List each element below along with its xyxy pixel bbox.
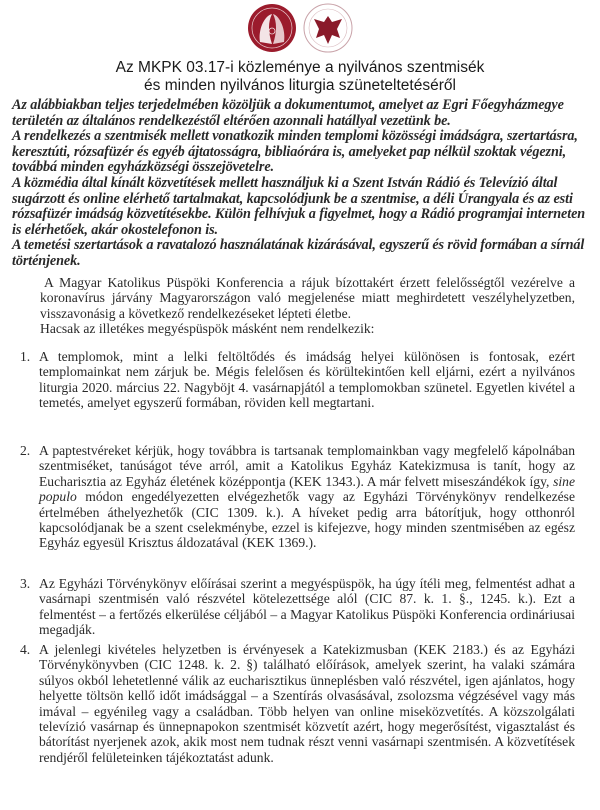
list-item	[20, 349, 575, 411]
title-line-2: és minden nyilvános liturgia szüneteltetéséről	[144, 77, 456, 94]
intro-paragraph: A rendelkezés a szentmisék mellett vonatkozik minden templomi közösségi imádságra, szertartásra, keresztúti, rózsafüzér és egyéb ájtatosságra, bibliaórára is, amelyeket pap nélkül szoktak végezni, továbbá minden egyházközségi összejövetelre.	[12, 128, 578, 176]
list-item-text: A templomok, mint a lelki feltöltődés és imádság helyei különösen is fontosak, ezért templomainkat nem zárjuk be. Mégis felelősen és körültekintően kell eljárni, ezért a nyilvános liturgia 2020. március 22. Nagyböjt 4. vasárnapjától a templomokban szünetel. Egyetlen kivétel a temetés, amelyet egyszerű formában, röviden kell megtartani.	[39, 349, 575, 411]
intro-section	[12, 98, 597, 270]
title-line-1: Az MKPK 03.17-i közleménye a nyilvános szentmisék	[115, 59, 485, 76]
list-item	[20, 576, 575, 638]
body-paragraph: Hacsak az illetékes megyéspüspök másként nem rendelkezik:	[40, 321, 375, 337]
header-logos	[0, 2, 600, 54]
latin-phrase: sine populo	[39, 473, 575, 505]
list-number: 2.	[20, 443, 31, 458]
provision-list-item-1	[20, 349, 575, 411]
list-item	[20, 642, 575, 765]
provision-list-item-2	[20, 443, 575, 551]
body-paragraph: A Magyar Katolikus Püspöki Konferencia a rájuk bízottakért érzett felelősségtől vezérelve a koronavírus járvány Magyarországon való megjelenése miatt meghirdetett veszélyhelyzetben, visszavonásig a következő rendelkezéseket lépteti életbe.	[40, 275, 575, 321]
list-item-text: A jelenlegi kivételes helyzetben is érvényesek a Katekizmusban (KEK 2183.) és az Egyházi Törvénykönyvben (CIC 1248. k. 2. §) található előírások, amelyek szerint, ha valaki számára súlyos okból lehetetlenné válik az eucharisztikus ünneplésben való részvétel, igen ajánlatos, hogy helyette töltsön kellő időt imádsággal – a Szentírás olvasásával, zsolozsma végzésével vagy más imával – egyénileg vagy a családban. Több helyen van online miseközvetítés. A közszolgálati televízió vasárnap és ünnepnapokon szentmisét közvetít azért, hogy megerősítést, vigasztalást és bátorítást nyerjenek azok, akik most nem tudnak részt venni vasárnapi szentmisén. A közvetítések rendjéről felületeinken tájékoztatást adunk.	[39, 642, 575, 765]
list-item	[20, 443, 575, 551]
intro-paragraph: A temetési szertartások a ravatalozó használatának kizárásával, egyszerű és rövid formában a sírnál történjenek.	[12, 237, 585, 269]
document-body	[40, 275, 575, 337]
list-item-text: módon engedélyezetten elvégezhetők vagy az Egyházi Törvénykönyv rendelkezése értelmében áthelyezhetők (CIC 1309. k.). A híveket pedig arra bátorítjuk, hogy otthonról kapcsolódjanak be a szent cselekménybe, ezzel is kifejezve, hogy minden szentmisében az egész Egyház egyesül Krisztus áldozatával (KEK 1369.).	[39, 489, 575, 551]
list-number: 1.	[20, 349, 31, 364]
provision-list-item-4	[20, 642, 575, 765]
list-number: 3.	[20, 576, 31, 591]
intro-paragraph: Az alábbiakban teljes terjedelmében közöljük a dokumentumot, amelyet az Egri Főegyházmegye területén az általános rendelkezéstől eltérően azonnali hatállyal vezetünk be.	[12, 97, 564, 129]
mkpk-logo-icon	[246, 2, 298, 54]
provision-list-item-3	[20, 576, 575, 638]
intro-paragraph: A közmédia által kínált közvetítések mellett használjuk ki a Szent István Rádió és Televízió által sugárzott és online elérhető tartalmakat, kapcsolódjunk be a szentmise, a déli Úrangyala és az esti rózsafüzér imádság közvetítésekbe. Külön felhívjuk a figyelmet, hogy a Rádió programjai interneten is elérhetőek, akár okostelefonon is.	[12, 174, 586, 238]
list-item-text: A paptestvéreket kérjük, hogy továbbra is tartsanak templomainkban vagy megfelelő kápolnában szentmiséket, tanúságot téve arról, amit a Katolikus Egyház Katekizmusa is tanít, hogy az Eucharisztia az Egyház életének középpontja (KEK 1343.). A már felvett miseszándékok így,	[39, 443, 575, 489]
list-item-text: Az Egyházi Törvénykönyv előírásai szerint a megyéspüspök, ha úgy ítéli meg, felmentést adhat a vasárnapi szentmisén való részvétel kötelezettsége alól (CIC 87. k. 1. §., 1245. k.). Ezt a felmentést – a fertőzés elkerülése céljából – a Magyar Katolikus Püspöki Konferencia ordináriusai megadják.	[39, 576, 575, 638]
egri-foegyhazmegye-logo-icon	[302, 2, 354, 54]
list-number: 4.	[20, 642, 31, 657]
page-title	[0, 59, 600, 95]
